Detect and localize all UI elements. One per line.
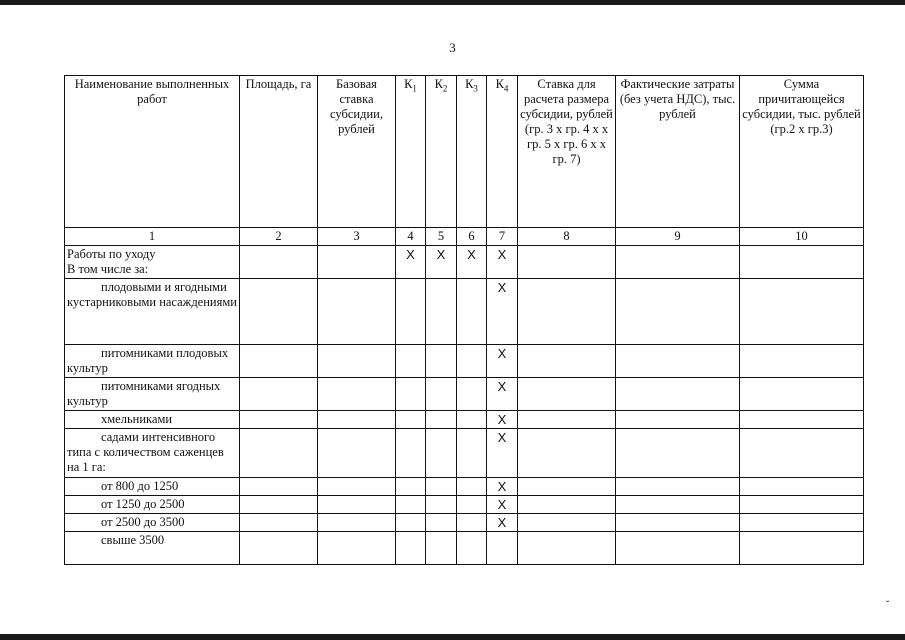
scan-bottom-edge bbox=[0, 634, 905, 640]
work-name-text: питомниками плодовых культур bbox=[67, 346, 229, 375]
k-letter: К bbox=[404, 77, 413, 91]
work-name-line: Работы по уходу bbox=[67, 247, 156, 261]
calc-rate-cell bbox=[518, 378, 616, 411]
area-cell bbox=[240, 279, 318, 345]
table-row bbox=[65, 279, 864, 345]
calc-rate-cell bbox=[518, 345, 616, 378]
base-rate-cell bbox=[318, 532, 396, 565]
actual-costs-cell bbox=[616, 429, 740, 478]
k3-cell bbox=[457, 478, 487, 496]
actual-costs-cell bbox=[616, 496, 740, 514]
work-name-cell bbox=[65, 279, 240, 345]
work-name-text: плодовыми и ягодными кустарниковыми насаждениями bbox=[67, 280, 237, 309]
header-row bbox=[65, 76, 864, 228]
x-mark: X bbox=[497, 497, 507, 512]
x-mark: X bbox=[497, 280, 507, 295]
area-cell bbox=[240, 514, 318, 532]
header-actual-costs: Фактические затраты (без учета НДС), тыс. рублей bbox=[616, 76, 740, 228]
area-cell bbox=[240, 411, 318, 429]
calc-rate-cell bbox=[518, 514, 616, 532]
column-number: 8 bbox=[518, 228, 616, 246]
table-row bbox=[65, 345, 864, 378]
k2-cell bbox=[426, 514, 457, 532]
k4-cell bbox=[487, 496, 518, 514]
k2-cell bbox=[426, 411, 457, 429]
x-mark: X bbox=[497, 412, 507, 427]
x-mark: X bbox=[436, 247, 446, 262]
header-area: Площадь, га bbox=[240, 76, 318, 228]
work-name-cell bbox=[65, 429, 240, 478]
work-name-text: от 1250 до 2500 bbox=[101, 497, 185, 511]
k3-cell bbox=[457, 345, 487, 378]
subsidy-sum-cell bbox=[740, 496, 864, 514]
work-name-cell bbox=[65, 345, 240, 378]
x-mark: X bbox=[497, 247, 507, 262]
k1-cell bbox=[396, 378, 426, 411]
header-work-name: Наименование выполненных работ bbox=[65, 76, 240, 228]
work-name-text: свыше 3500 bbox=[101, 533, 165, 547]
k1-cell bbox=[396, 279, 426, 345]
k2-cell bbox=[426, 246, 457, 279]
table-row bbox=[65, 411, 864, 429]
base-rate-cell bbox=[318, 514, 396, 532]
column-number: 4 bbox=[396, 228, 426, 246]
header-k2 bbox=[426, 76, 457, 228]
k4-cell bbox=[487, 345, 518, 378]
work-name-cell bbox=[65, 478, 240, 496]
scan-top-edge bbox=[0, 0, 905, 5]
actual-costs-cell bbox=[616, 532, 740, 565]
k4-cell bbox=[487, 378, 518, 411]
header-k4 bbox=[487, 76, 518, 228]
table-row bbox=[65, 496, 864, 514]
area-cell bbox=[240, 532, 318, 565]
table-row bbox=[65, 514, 864, 532]
work-name-line: В том числе за: bbox=[67, 262, 149, 276]
k4-cell bbox=[487, 532, 518, 565]
base-rate-cell bbox=[318, 246, 396, 279]
column-number: 1 bbox=[65, 228, 240, 246]
column-number: 7 bbox=[487, 228, 518, 246]
k2-cell bbox=[426, 345, 457, 378]
k4-cell bbox=[487, 514, 518, 532]
x-mark: X bbox=[497, 479, 507, 494]
k1-cell bbox=[396, 411, 426, 429]
k3-cell bbox=[457, 246, 487, 279]
calc-rate-cell bbox=[518, 532, 616, 565]
area-cell bbox=[240, 345, 318, 378]
k4-cell bbox=[487, 246, 518, 279]
k1-cell bbox=[396, 532, 426, 565]
area-cell bbox=[240, 478, 318, 496]
k3-cell bbox=[457, 429, 487, 478]
header-base-rate: Базовая ставка субсидии, рублей bbox=[318, 76, 396, 228]
k1-cell bbox=[396, 514, 426, 532]
k-letter: К bbox=[495, 77, 504, 91]
base-rate-cell bbox=[318, 279, 396, 345]
subsidy-sum-cell bbox=[740, 345, 864, 378]
x-mark: X bbox=[497, 515, 507, 530]
table-row bbox=[65, 478, 864, 496]
work-name-text: садами интенсивного типа с количеством саженцев на 1 га: bbox=[67, 430, 224, 474]
subsidy-sum-cell bbox=[740, 411, 864, 429]
subsidy-sum-cell bbox=[740, 279, 864, 345]
column-number: 9 bbox=[616, 228, 740, 246]
subsidy-sum-cell bbox=[740, 478, 864, 496]
subsidy-sum-cell bbox=[740, 246, 864, 279]
k2-cell bbox=[426, 532, 457, 565]
k3-cell bbox=[457, 378, 487, 411]
k4-cell bbox=[487, 429, 518, 478]
k3-cell bbox=[457, 514, 487, 532]
work-name-text: от 2500 до 3500 bbox=[101, 515, 185, 529]
work-name-text: от 800 до 1250 bbox=[101, 479, 179, 493]
calc-rate-cell bbox=[518, 478, 616, 496]
actual-costs-cell bbox=[616, 378, 740, 411]
x-mark: X bbox=[406, 247, 415, 262]
base-rate-cell bbox=[318, 411, 396, 429]
subsidy-sum-cell bbox=[740, 378, 864, 411]
area-cell bbox=[240, 246, 318, 279]
actual-costs-cell bbox=[616, 478, 740, 496]
k1-cell bbox=[396, 246, 426, 279]
k2-cell bbox=[426, 478, 457, 496]
work-name-cell bbox=[65, 514, 240, 532]
header-k3 bbox=[457, 76, 487, 228]
k3-cell bbox=[457, 411, 487, 429]
header-calc-rate: Ставка для расчета размера субсидии, рублей (гр. 3 х гр. 4 х х гр. 5 х гр. 6 х х гр. 7) bbox=[518, 76, 616, 228]
work-name-text: хмельниками bbox=[101, 412, 173, 426]
work-name-cell bbox=[65, 378, 240, 411]
x-mark: X bbox=[497, 430, 507, 445]
work-name-text: питомниками ягодных культур bbox=[67, 379, 221, 408]
k2-cell bbox=[426, 279, 457, 345]
header-k1 bbox=[396, 76, 426, 228]
k-subscript: 2 bbox=[442, 83, 448, 94]
k-letter: К bbox=[434, 77, 443, 91]
subsidy-sum-cell bbox=[740, 514, 864, 532]
k4-cell bbox=[487, 279, 518, 345]
k1-cell bbox=[396, 496, 426, 514]
column-number: 10 bbox=[740, 228, 864, 246]
column-number: 6 bbox=[457, 228, 487, 246]
work-name-cell bbox=[65, 411, 240, 429]
table-row bbox=[65, 246, 864, 279]
x-mark: X bbox=[497, 379, 507, 394]
table-row bbox=[65, 378, 864, 411]
k-subscript: 1 bbox=[412, 83, 417, 94]
x-mark: X bbox=[467, 247, 476, 262]
calc-rate-cell bbox=[518, 246, 616, 279]
x-mark: X bbox=[497, 346, 507, 361]
area-cell bbox=[240, 496, 318, 514]
k3-cell bbox=[457, 496, 487, 514]
k2-cell bbox=[426, 496, 457, 514]
k4-cell bbox=[487, 478, 518, 496]
work-name-cell bbox=[65, 246, 240, 279]
k1-cell bbox=[396, 478, 426, 496]
actual-costs-cell bbox=[616, 279, 740, 345]
k1-cell bbox=[396, 429, 426, 478]
base-rate-cell bbox=[318, 378, 396, 411]
k3-cell bbox=[457, 279, 487, 345]
column-number: 2 bbox=[240, 228, 318, 246]
table-row bbox=[65, 429, 864, 478]
base-rate-cell bbox=[318, 429, 396, 478]
base-rate-cell bbox=[318, 478, 396, 496]
k-letter: К bbox=[465, 77, 474, 91]
work-name-cell bbox=[65, 532, 240, 565]
actual-costs-cell bbox=[616, 246, 740, 279]
k2-cell bbox=[426, 429, 457, 478]
calc-rate-cell bbox=[518, 411, 616, 429]
k1-cell bbox=[396, 345, 426, 378]
base-rate-cell bbox=[318, 345, 396, 378]
subsidy-sum-cell bbox=[740, 429, 864, 478]
table-body bbox=[65, 246, 864, 565]
column-number: 5 bbox=[426, 228, 457, 246]
work-name-cell bbox=[65, 496, 240, 514]
column-number: 3 bbox=[318, 228, 396, 246]
page-number: 3 bbox=[449, 40, 456, 55]
k3-cell bbox=[457, 532, 487, 565]
actual-costs-cell bbox=[616, 345, 740, 378]
header-subsidy-sum: Сумма причитающейся субсидии, тыс. рублей (гр.2 х гр.3) bbox=[740, 76, 864, 228]
actual-costs-cell bbox=[616, 411, 740, 429]
area-cell bbox=[240, 378, 318, 411]
subsidy-table bbox=[64, 75, 864, 565]
k-subscript: 3 bbox=[473, 83, 478, 94]
actual-costs-cell bbox=[616, 514, 740, 532]
base-rate-cell bbox=[318, 496, 396, 514]
table-row bbox=[65, 532, 864, 565]
k2-cell bbox=[426, 378, 457, 411]
subsidy-sum-cell bbox=[740, 532, 864, 565]
column-number-row bbox=[65, 228, 864, 246]
calc-rate-cell bbox=[518, 279, 616, 345]
scan-mark: ˇ bbox=[886, 600, 890, 611]
area-cell bbox=[240, 429, 318, 478]
k-subscript: 4 bbox=[503, 83, 509, 94]
k4-cell bbox=[487, 411, 518, 429]
calc-rate-cell bbox=[518, 429, 616, 478]
calc-rate-cell bbox=[518, 496, 616, 514]
